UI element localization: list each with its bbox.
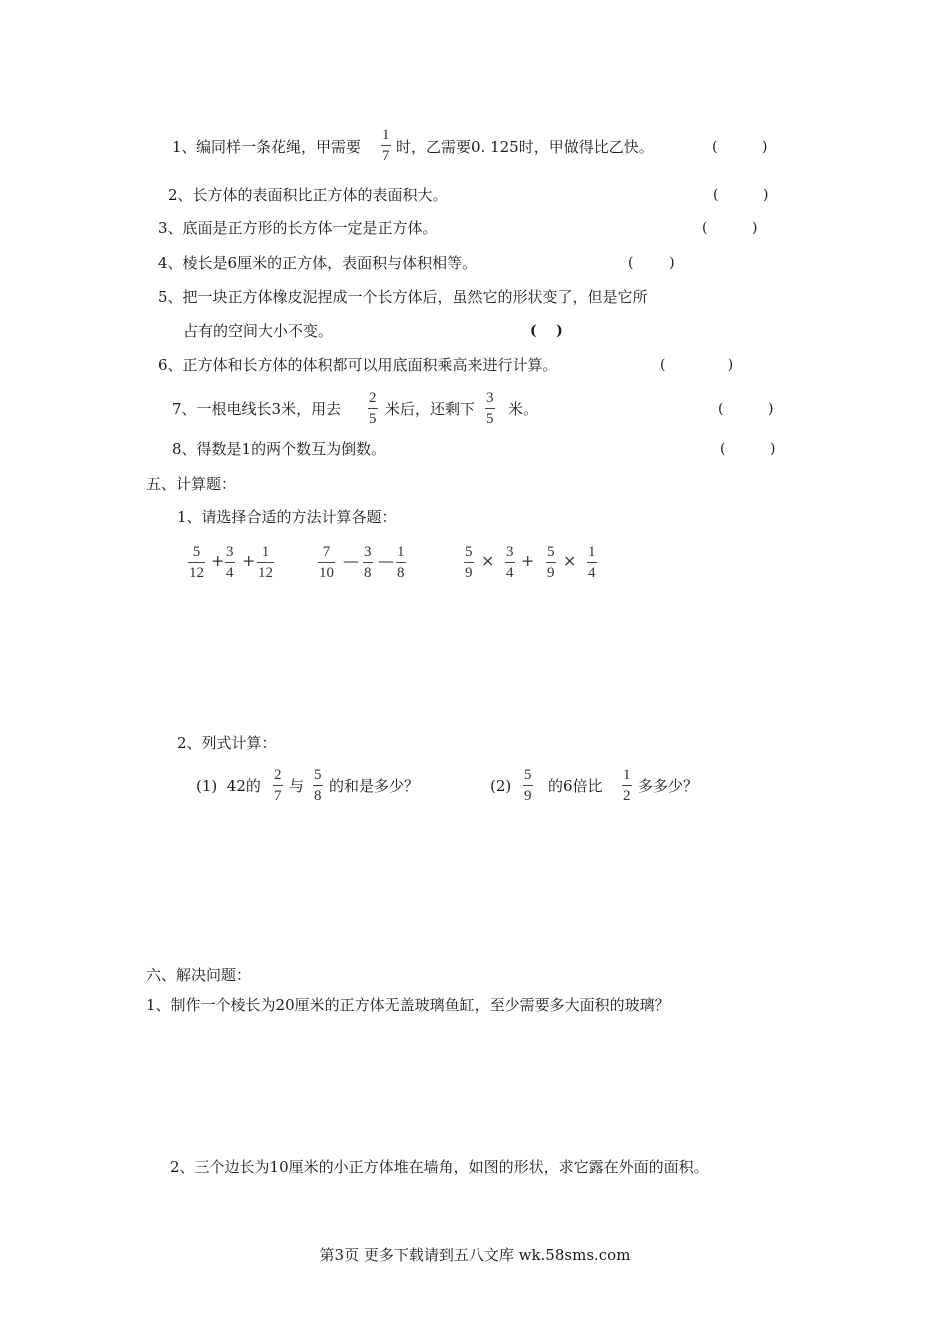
fraction — [225, 544, 235, 582]
section-6-q2: 2、三个边长为10厘米的小正方体堆在墙角，如图的形状，求它露在外面的面积。 — [170, 1158, 709, 1176]
fraction-bar — [523, 785, 533, 786]
fraction-bar — [188, 562, 205, 563]
fraction-bar — [587, 562, 597, 563]
denominator: 9 — [547, 565, 555, 581]
fraction — [546, 544, 556, 582]
fraction — [523, 767, 533, 805]
section-5-q1: 1、请选择合适的方法计算各题： — [177, 508, 397, 526]
answer-blank[interactable]: ( ) — [718, 401, 774, 417]
numerator: 5 — [192, 544, 201, 560]
judge-item-5: 5、把一块正方体橡皮泥捏成一个长方体后，虽然它的形状变了，但是它所 — [158, 288, 648, 306]
numerator: 2 — [274, 767, 282, 783]
numerator: 1 — [261, 544, 270, 560]
item-text: 编同样一条花绳，甲需要 — [196, 138, 362, 156]
fraction-bar — [464, 562, 474, 563]
numerator: 5 — [314, 767, 322, 783]
numerator: 3 — [486, 390, 494, 406]
answer-blank[interactable]: ( ) — [660, 357, 734, 373]
numerator: 1 — [623, 767, 631, 783]
denominator: 12 — [189, 565, 204, 581]
answer-blank[interactable]: ( ) — [712, 139, 768, 155]
numerator: 2 — [369, 390, 377, 406]
problem-text: 的和是多少？ — [329, 777, 420, 795]
numerator: 7 — [322, 544, 331, 560]
numerator: 1 — [397, 544, 405, 560]
times-operator: × — [481, 551, 495, 570]
judge-item-6: 6、正方体和长方体的体积都可以用底面积乘高来进行计算。 — [158, 356, 558, 374]
denominator: 4 — [506, 565, 514, 581]
fraction-bar — [363, 562, 373, 563]
numerator: 3 — [226, 544, 234, 560]
fraction — [381, 127, 391, 165]
numerator: 5 — [465, 544, 473, 560]
fraction-bar — [318, 562, 335, 563]
numerator: 5 — [547, 544, 555, 560]
fraction — [273, 767, 283, 805]
fraction-bar — [396, 562, 406, 563]
page-footer: 第3页 更多下载请到五八文库 wk.58sms.com — [319, 1246, 631, 1264]
fraction-bar — [505, 562, 515, 563]
judge-item-4: 4、棱长是6厘米的正方体，表面积与体积相等。 — [158, 254, 478, 272]
judge-item-5-cont: 占有的空间大小不变。 — [183, 322, 334, 340]
fraction — [313, 767, 323, 805]
numerator: 5 — [524, 767, 532, 783]
section-5-q2: 2、列式计算： — [177, 734, 277, 752]
answer-blank[interactable]: ( ) — [702, 220, 758, 236]
item-text: 7、一根电线长3米，用去 — [172, 400, 342, 418]
numerator: 1 — [382, 127, 390, 143]
numerator: 1 — [588, 544, 596, 560]
denominator: 8 — [314, 788, 322, 804]
fraction-bar — [257, 562, 274, 563]
problem-text: 多多少？ — [638, 777, 699, 795]
item-text: 米。 — [508, 400, 539, 418]
answer-blank[interactable]: ( ) — [720, 441, 776, 457]
fraction-bar — [368, 408, 378, 409]
denominator: 9 — [524, 788, 532, 804]
judge-item-8: 8、得数是1的两个数互为倒数。 — [172, 440, 387, 458]
denominator: 8 — [364, 565, 372, 581]
section-6-title: 六、解决问题： — [146, 966, 252, 984]
numerator: 3 — [506, 544, 514, 560]
item-number: 1、 — [172, 138, 197, 156]
fraction-bar — [381, 145, 391, 146]
denominator: 5 — [369, 411, 377, 427]
fraction-bar — [546, 562, 556, 563]
fraction — [318, 544, 335, 582]
fraction-bar — [485, 408, 495, 409]
denominator: 12 — [258, 565, 273, 581]
fraction — [363, 544, 373, 582]
problem-text: 与 — [289, 777, 305, 795]
fraction — [622, 767, 632, 805]
fraction — [368, 390, 378, 428]
numerator: 3 — [364, 544, 372, 560]
problem-text: 的6倍比 — [548, 777, 603, 795]
section-5-title: 五、计算题： — [146, 475, 237, 493]
problem-label: (2) — [490, 777, 512, 795]
plus-operator: + — [211, 551, 225, 570]
times-operator: × — [563, 551, 577, 570]
fraction — [464, 544, 474, 582]
fraction — [188, 544, 205, 582]
denominator: 4 — [226, 565, 234, 581]
denominator: 7 — [274, 788, 282, 804]
denominator: 5 — [486, 411, 494, 427]
fraction-bar — [622, 785, 632, 786]
answer-blank[interactable]: ( ) — [713, 187, 769, 203]
fraction — [257, 544, 274, 582]
fraction-bar — [313, 785, 323, 786]
denominator: 9 — [465, 565, 473, 581]
plus-operator: + — [521, 551, 535, 570]
fraction — [396, 544, 406, 582]
section-6-q1: 1、制作一个棱长为20厘米的正方体无盖玻璃鱼缸，至少需要多大面积的玻璃？ — [146, 996, 670, 1014]
judge-item-3: 3、底面是正方形的长方体一定是正方体。 — [158, 219, 438, 237]
fraction — [485, 390, 495, 428]
judge-item-2: 2、长方体的表面积比正方体的表面积大。 — [168, 186, 448, 204]
fraction — [587, 544, 597, 582]
minus-operator: — — [343, 551, 359, 570]
fraction-bar — [225, 562, 235, 563]
denominator: 4 — [588, 565, 596, 581]
problem-label: (1) 42的 — [196, 777, 261, 795]
denominator: 2 — [623, 788, 631, 804]
answer-blank[interactable]: ( ) — [530, 323, 563, 339]
answer-blank[interactable]: ( ) — [628, 255, 675, 271]
plus-operator: + — [242, 551, 256, 570]
denominator: 8 — [397, 565, 405, 581]
denominator: 10 — [319, 565, 334, 581]
item-text: 米后，还剩下 — [385, 400, 476, 418]
denominator: 7 — [382, 148, 390, 164]
fraction — [505, 544, 515, 582]
fraction-bar — [273, 785, 283, 786]
item-text: 时，乙需要0. 125时，甲做得比乙快。 — [396, 138, 654, 156]
minus-operator: — — [378, 551, 394, 570]
